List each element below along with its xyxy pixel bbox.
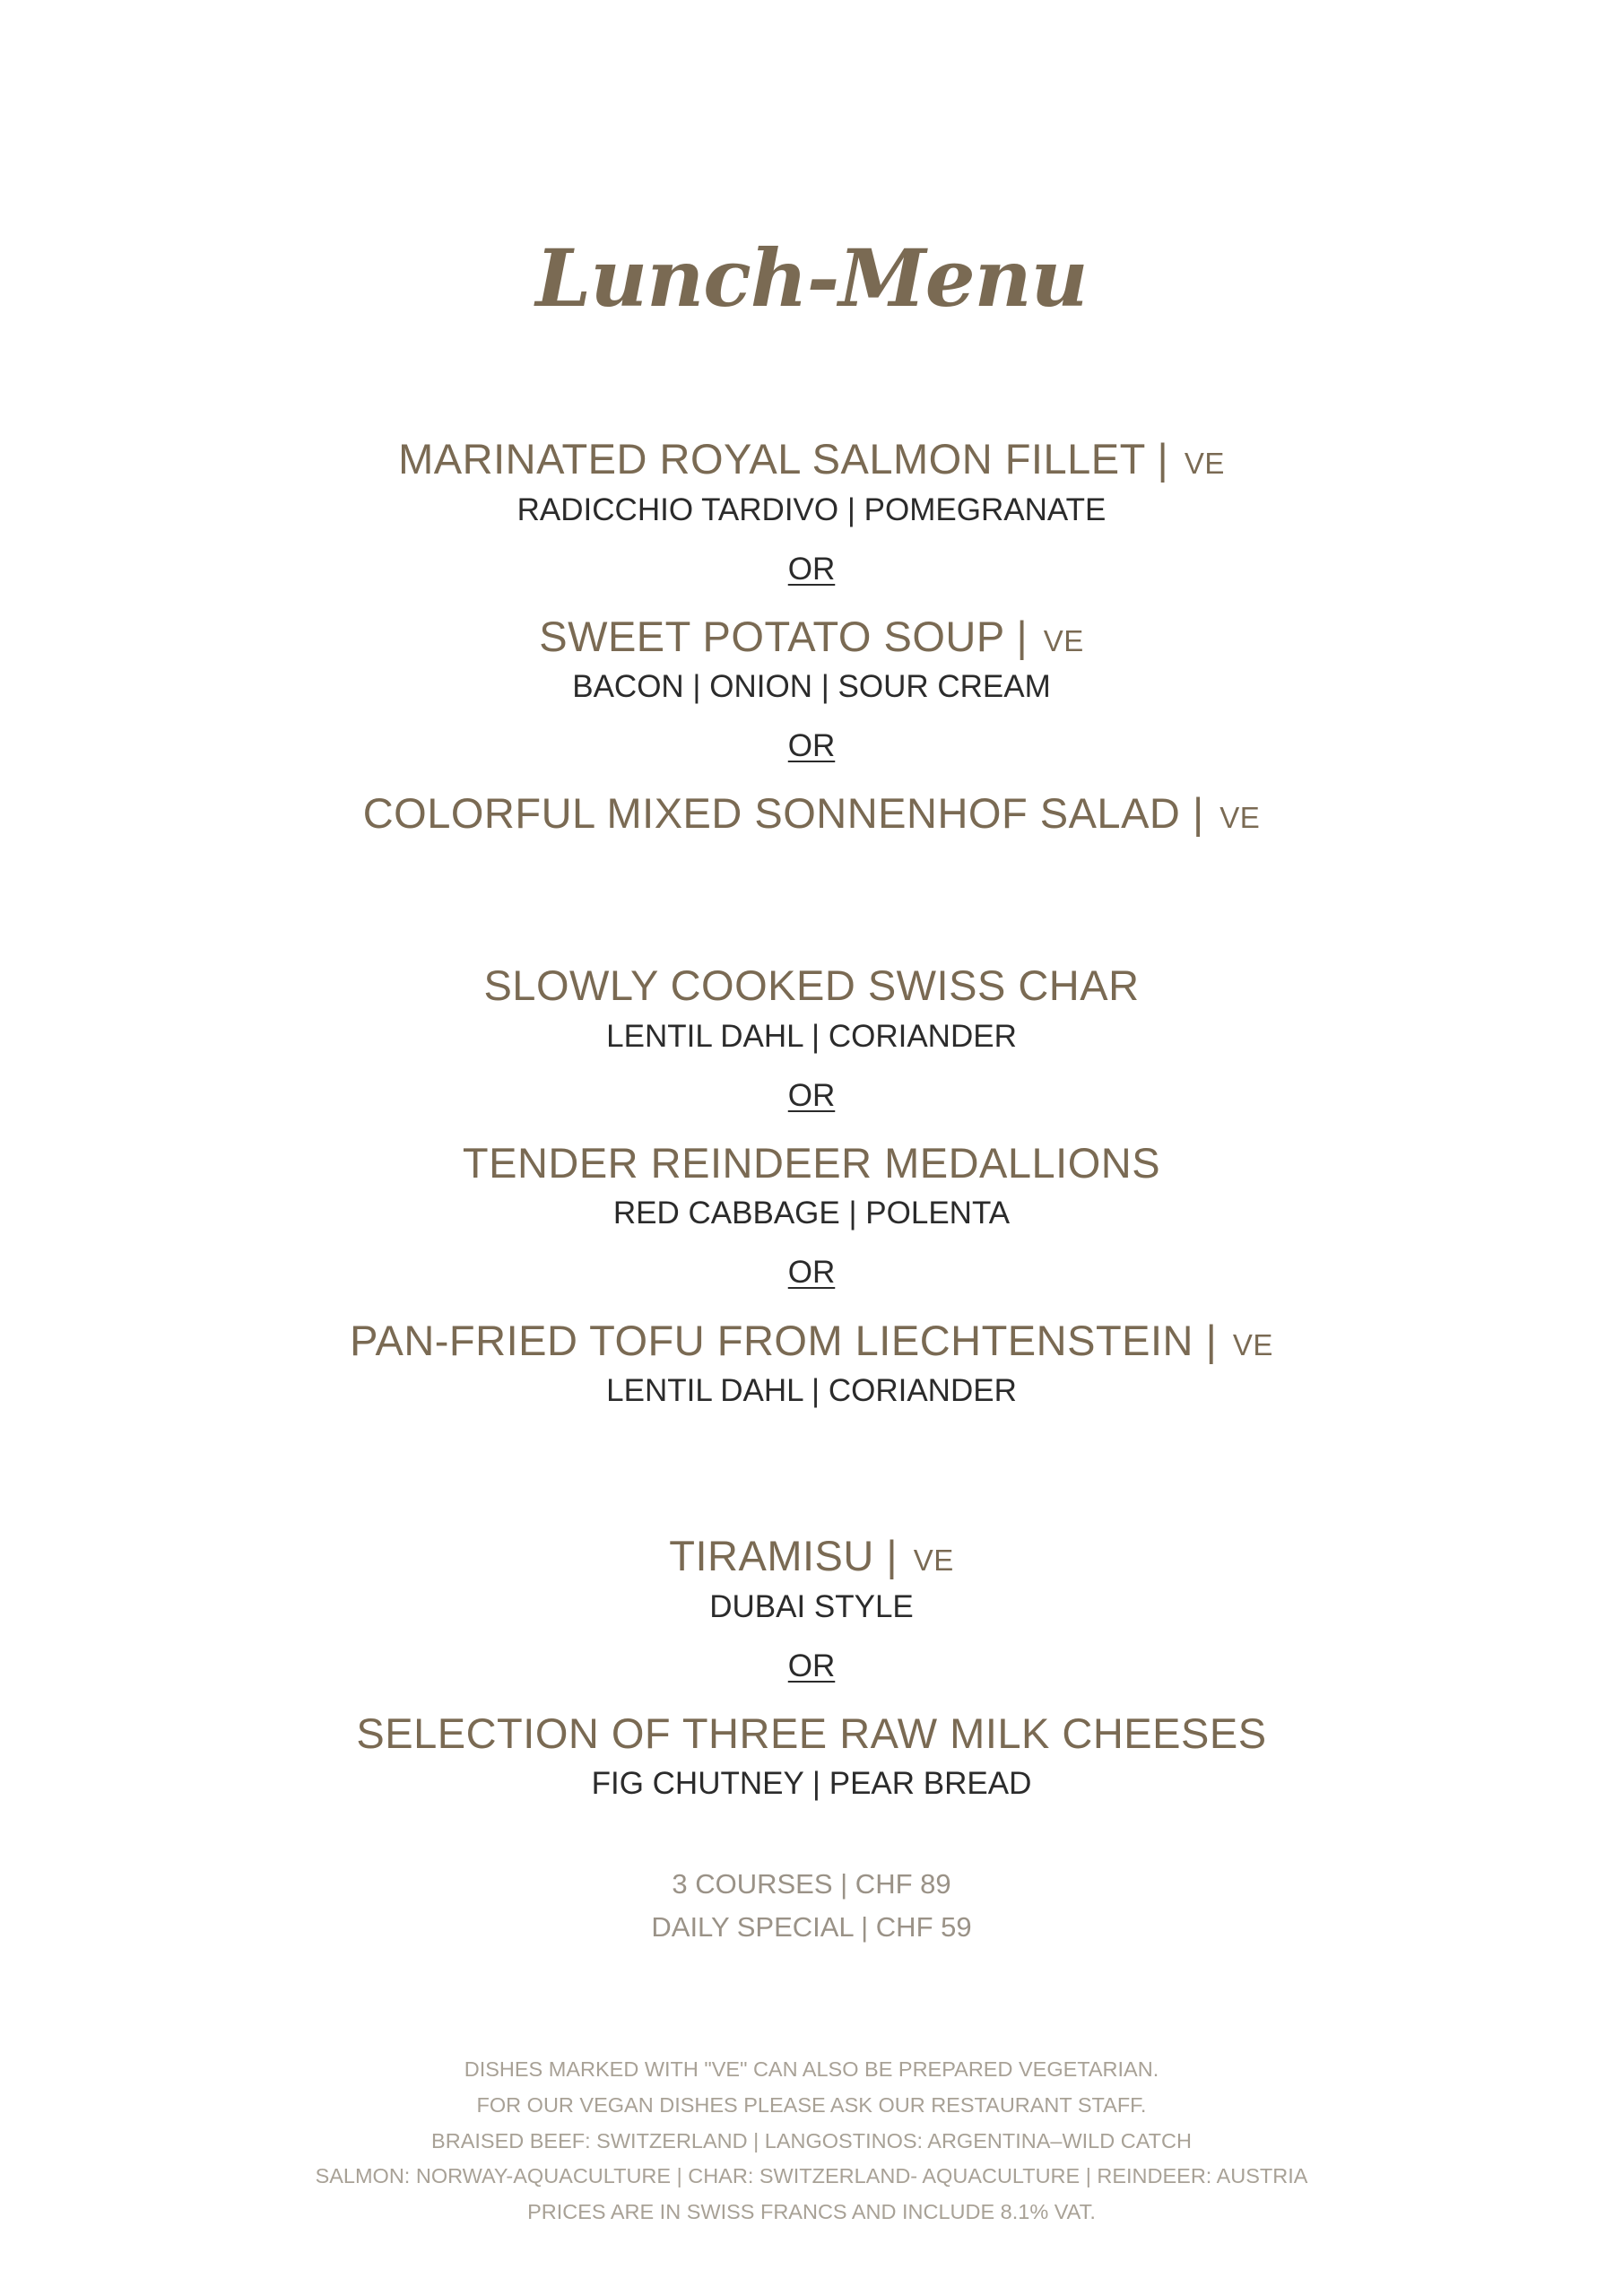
vegetarian-tag: VE	[1232, 1328, 1273, 1361]
vegetarian-tag: VE	[913, 1544, 954, 1577]
or-divider	[0, 1080, 1623, 1111]
footnote: BRAISED BEEF: SWITZERLAND | LANGOSTINOS: ARGENTINA–WILD CATCH	[431, 2129, 1192, 2152]
or-label: OR	[787, 1255, 836, 1290]
or-label: OR	[787, 728, 836, 763]
or-label: OR	[787, 552, 836, 587]
footnote: DISHES MARKED WITH "VE" CAN ALSO BE PREPARED VEGETARIAN.	[464, 2057, 1159, 2081]
dish-description: DUBAI STYLE	[709, 1589, 914, 1624]
dish-title	[0, 1709, 1623, 1757]
dish-title	[0, 613, 1623, 660]
dish-separator: |	[1192, 789, 1204, 837]
or-divider	[0, 1257, 1623, 1288]
vegetarian-tag: VE	[1219, 801, 1261, 834]
menu-title: Lunch-Menu	[535, 231, 1088, 325]
dish-name: SLOWLY COOKED SWISS CHAR	[483, 961, 1140, 1009]
vegetarian-tag: VE	[1043, 624, 1084, 657]
or-divider	[0, 553, 1623, 585]
dish-title	[0, 961, 1623, 1009]
dish-name: MARINATED ROYAL SALMON FILLET	[398, 435, 1145, 483]
vegetarian-tag: VE	[1184, 447, 1225, 480]
footnote: SALMON: NORWAY-AQUACULTURE | CHAR: SWITZERLAND- AQUACULTURE | REINDEER: AUSTRIA	[315, 2164, 1308, 2187]
dish-name: SELECTION OF THREE RAW MILK CHEESES	[356, 1709, 1267, 1757]
dish-description: FIG CHUTNEY | PEAR BREAD	[591, 1766, 1032, 1801]
footnote: FOR OUR VEGAN DISHES PLEASE ASK OUR RESTAURANT STAFF.	[476, 2093, 1147, 2117]
dish-name: SWEET POTATO SOUP	[539, 613, 1004, 660]
dish-name: TENDER REINDEER MEDALLIONS	[462, 1139, 1161, 1187]
dish-name: COLORFUL MIXED SONNENHOF SALAD	[362, 789, 1181, 837]
dish-separator: |	[1205, 1317, 1218, 1364]
price-daily-special: DAILY SPECIAL | CHF 59	[651, 1911, 972, 1943]
dish-separator: |	[1157, 435, 1169, 483]
or-divider	[0, 1650, 1623, 1682]
footnote: PRICES ARE IN SWISS FRANCS AND INCLUDE 8.1% VAT.	[527, 2200, 1096, 2223]
dish-description: LENTIL DAHL | CORIANDER	[606, 1373, 1017, 1408]
dish-description: LENTIL DAHL | CORIANDER	[606, 1019, 1017, 1054]
dish-title	[0, 435, 1623, 483]
dish-description: RED CABBAGE | POLENTA	[612, 1196, 1011, 1231]
dish-description: RADICCHIO TARDIVO | POMEGRANATE	[516, 492, 1107, 527]
price-three-courses: 3 COURSES | CHF 89	[672, 1868, 951, 1900]
dish-title	[0, 1532, 1623, 1579]
dish-title	[0, 789, 1623, 837]
dish-name: TIRAMISU	[669, 1532, 874, 1579]
dish-title	[0, 1317, 1623, 1364]
dish-separator: |	[886, 1532, 898, 1579]
dish-separator: |	[1016, 613, 1028, 660]
dish-description: BACON | ONION | SOUR CREAM	[572, 669, 1051, 704]
or-label: OR	[787, 1648, 836, 1683]
dish-title	[0, 1139, 1623, 1187]
or-label: OR	[787, 1078, 836, 1113]
dish-name: PAN-FRIED TOFU FROM LIECHTENSTEIN	[350, 1317, 1194, 1364]
or-divider	[0, 730, 1623, 761]
